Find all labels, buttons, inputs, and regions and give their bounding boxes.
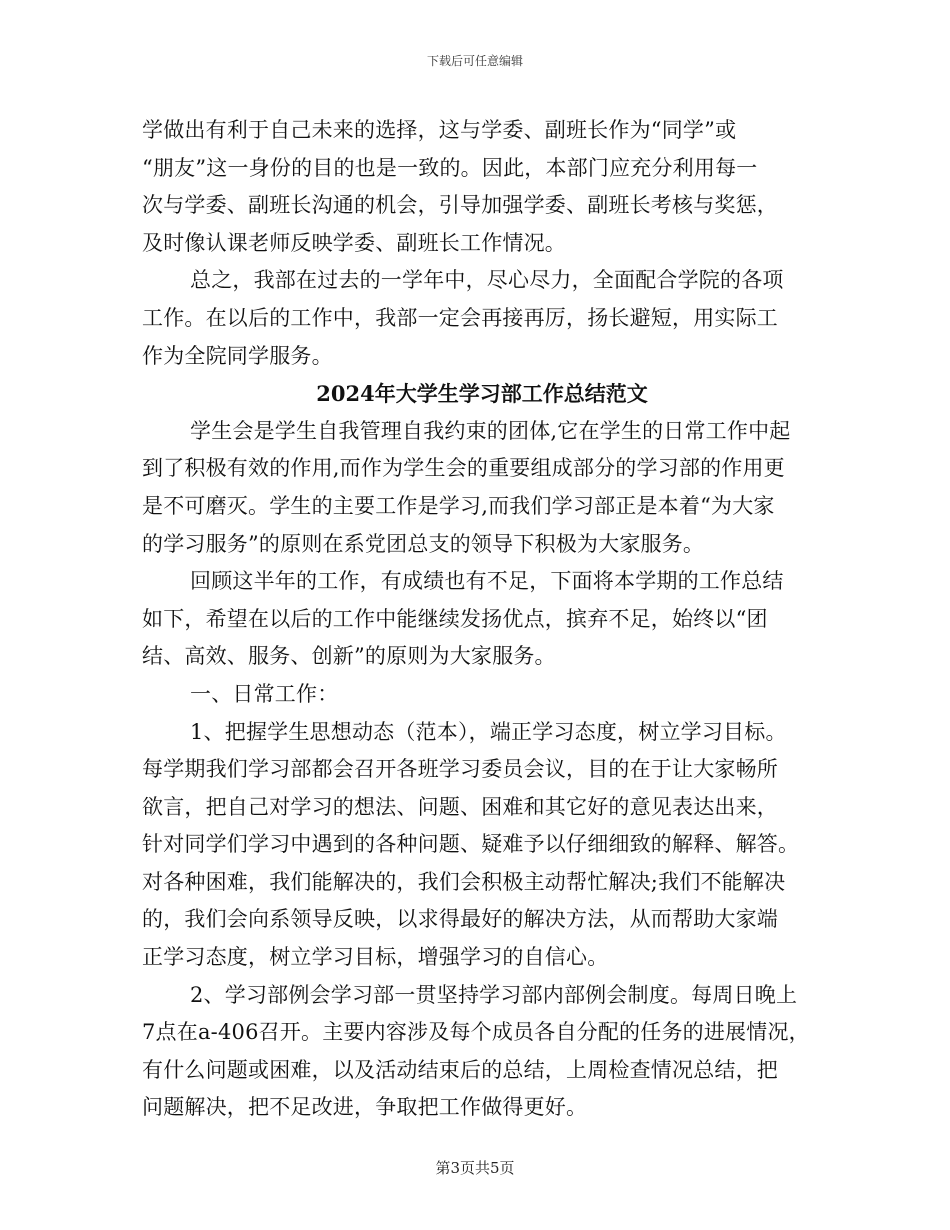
document-body bbox=[142, 112, 822, 1127]
text-line: 结、高效、服务、创新”的原则为大家服务。 bbox=[142, 644, 556, 669]
page-header: 下载后可任意编辑 bbox=[426, 54, 523, 68]
text-line: 学做出有利于自己未来的选择，这与学委、副班长作为“同学”或 bbox=[142, 118, 737, 142]
paragraph-first-line: 2、学习部例会学习部一贯坚持学习部内部例会制度。每周日晚上 bbox=[190, 982, 798, 1007]
text-line: 如下，希望在以后的工作中能继续发扬优点，摈弃不足，始终以“团 bbox=[142, 606, 768, 631]
text-line: “朋友”这一身份的目的也是一致的。因此，本部门应充分利用每一 bbox=[142, 155, 758, 180]
text-line: 有什么问题或困难，以及活动结束后的总结，上周检查情况总结，把 bbox=[142, 1057, 778, 1082]
text-line: 7点在a-406召开。主要内容涉及每个成员各自分配的任务的进展情况， bbox=[142, 1020, 810, 1045]
paragraph-first-line: 总之，我部在过去的一学年中，尽心尽力，全面配合学院的各项 bbox=[190, 268, 784, 293]
text-line: 到了积极有效的作用,而作为学生会的重要组成部分的学习部的作用更 bbox=[142, 456, 785, 481]
text-line: 次与学委、副班长沟通的机会，引导加强学委、副班长考核与奖惩， bbox=[142, 193, 778, 218]
text-line: 针对同学们学习中遇到的各种问题、疑难予以仔细细致的解释、解答。 bbox=[142, 832, 800, 857]
text-line: 欲言，把自己对学习的想法、问题、困难和其它好的意见表达出来， bbox=[142, 794, 778, 819]
text-line: 问题解决，把不足改进，争取把工作做得更好。 bbox=[142, 1095, 588, 1120]
section-title: 2024年大学生学习部工作总结范文 bbox=[316, 381, 648, 407]
text-line: 的，我们会向系领导反映，以求得最好的解决方法，从而帮助大家端 bbox=[142, 907, 778, 932]
paragraph-first-line: 回顾这半年的工作，有成绩也有不足，下面将本学期的工作总结 bbox=[190, 569, 784, 594]
paragraph-first-line: 学生会是学生自我管理自我约束的团体,它在学生的日常工作中起 bbox=[190, 418, 791, 443]
text-line: 工作。在以后的工作中，我部一定会再接再厉，扬长避短，用实际工 bbox=[142, 305, 778, 330]
text-line: 是不可磨灭。学生的主要工作是学习,而我们学习部正是本着“为大家 bbox=[142, 493, 775, 518]
text-line: 作为全院同学服务。 bbox=[142, 343, 333, 368]
text-line: 及时像认课老师反映学委、副班长工作情况。 bbox=[142, 230, 566, 255]
text-line: 对各种困难，我们能解决的，我们会积极主动帮忙解决;我们不能解决 bbox=[142, 869, 786, 894]
paragraph-first-line: 1、把握学生思想动态（范本），端正学习态度，树立学习目标。 bbox=[190, 719, 787, 744]
text-line: 每学期我们学习部都会召开各班学习委员会议，目的在于让大家畅所 bbox=[142, 757, 778, 782]
text-line: 正学习态度，树立学习目标，增强学习的自信心。 bbox=[142, 945, 609, 970]
text-line: 的学习服务”的原则在系党团总支的领导下积极为大家服务。 bbox=[142, 531, 705, 556]
page-footer: 第3页共5页 bbox=[435, 1159, 515, 1177]
paragraph-first-line: 一、日常工作： bbox=[190, 681, 339, 706]
